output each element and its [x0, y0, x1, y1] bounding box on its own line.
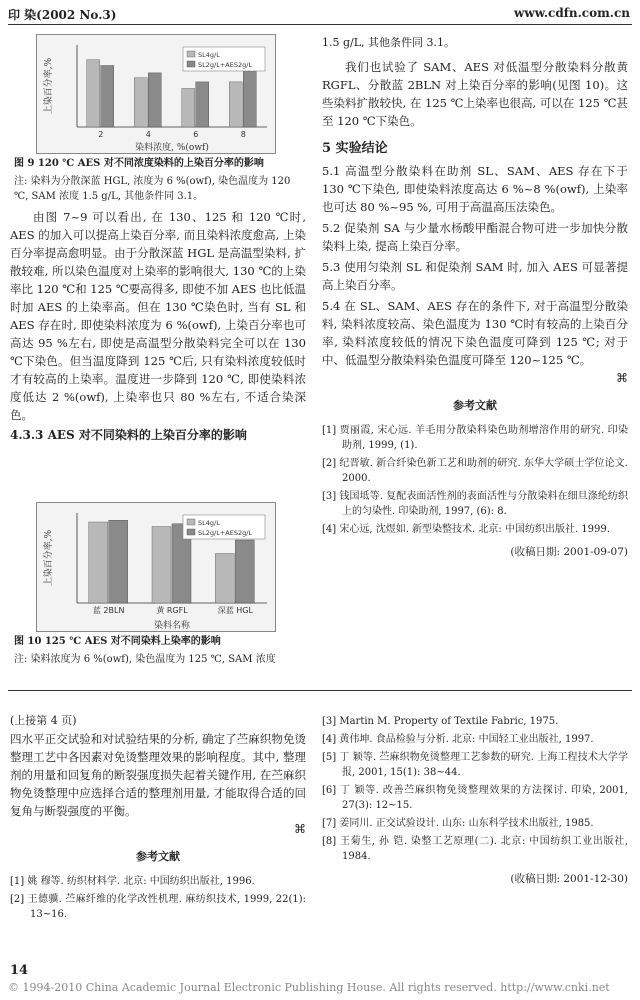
legend-swatch [187, 61, 195, 67]
legend-entry: SL4g/L [198, 519, 220, 527]
bar [235, 540, 254, 603]
continued-text: 1.5 g/L, 其他条件同 3.1。 [322, 36, 456, 49]
figure-9-note: 注: 染料为分散深蓝 HGL, 浓度为 6 %(owf), 染色温度为 120 ℃, SAM 浓度 1.5 g/L, 其他条件同 3.1。 [14, 176, 291, 202]
left-column [10, 208, 306, 444]
conclusion-5-1: 5.1 高温型分散染料在助剂 SL、SAM、AES 存在下于 130 ℃下染色, 即使染料浓度高达 6 %~8 %(owf), 上染率也可达 80 %~95 %, 可用于高温高压法染色。 [322, 164, 628, 214]
reference-item: [4] 宋心远, 沈煜如. 新型染整技术. 北京: 中国纺织出版社. 1999. [322, 524, 610, 535]
figure-10 [36, 502, 276, 632]
bar [101, 66, 114, 128]
received-date: (收稿日期: 2001-09-07) [510, 546, 628, 558]
references-list [322, 714, 628, 864]
bar [87, 60, 100, 127]
reference-item: [8] 王菊生, 孙 铠. 染整工艺原理(二). 北京: 中国纺织工业出版社, 1984. [322, 836, 628, 862]
received-date: (收稿日期: 2001-12-30) [510, 873, 628, 885]
bar [148, 73, 161, 127]
conclusion-5-3: 5.3 使用匀染剂 SL 和促染剂 SAM 时, 加入 AES 可显著提高上染百分率。 [322, 260, 628, 292]
figure-10-caption: 图 10 125 ℃ AES 对不同染料上染率的影响 [14, 636, 221, 647]
reference-item: [5] 丁 颖等. 苎麻织物免烫整理工艺参数的研究. 上海工程技术大学学报, 2001, 15(1): 38~44. [322, 752, 628, 778]
legend-entry: SL2g/L+AES2g/L [198, 61, 253, 69]
bar [215, 554, 234, 604]
references-title: 参考文献 [453, 399, 497, 412]
reference-item: [6] 丁 颖等. 改善苎麻织物免烫整理效果的方法探讨. 印染, 2001, 27(3): 12~15. [322, 785, 628, 811]
conclusion-5-2: 5.2 促染剂 SA 与少量水杨酸甲酯混合物可进一步加快分散染料上染, 提高上染百分率。 [322, 221, 628, 253]
paragraph: 由图 7~9 可以看出, 在 130、125 和 120 ℃时, AES 的加入可以提高上染百分率, 而且染料浓度愈高, 上染百分率提高愈明显。由于分散深蓝 HGL 是高温型染料, 扩散较难, 所以染色温度对上染率的影响很大, 130 ℃的上染率比 120 ℃和 125 ℃要高得多, 即使不加 AES 也比低温时加 AES 的上染率高。但在 130 ℃染色时, 当有 SL 和 AES 存在时, 即使染料浓度为 6 %(owf), 上染百分率也可高达 95 %左右, 即使是高温型分散染料完全可以在 130 ℃下染色。但当温度降到 125 ℃后, 只有染料浓度较低时才有较高的上染率。温度进一步降到 120 ℃, 即使染料浓度低达 2 %(owf), 上染率也只 80 %左右, 不适合染深色。 [10, 210, 306, 422]
right-column [322, 34, 628, 561]
y-axis-label: 上染百分率,% [44, 529, 54, 587]
bar [109, 520, 128, 603]
bar [134, 78, 147, 127]
legend-swatch [187, 51, 195, 57]
bar [152, 527, 171, 604]
x-tick-label: 黄 RGFL [156, 606, 188, 615]
end-mark-icon: ⌘ [294, 822, 306, 836]
reference-item: [2] 王德骥. 苎麻纤维的化学改性机理. 麻纺织技术, 1999, 22(1): 13~16. [10, 894, 306, 920]
reference-item: [1] 姚 穆等. 纺织材料学. 北京: 中国纺织出版社, 1996. [10, 876, 255, 887]
figure-9 [36, 34, 276, 154]
figure-9-chart [37, 35, 275, 153]
figure-9-caption: 图 9 120 ℃ AES 对不同浓度染料的上染百分率的影响 [14, 158, 264, 169]
conclusion-5-4: 5.4 在 SL、SAM、AES 存在的条件下, 对于高温型分散染料, 染料浓度较高、染色温度为 130 ℃时有较高的上染百分率, 染料浓度较低的情况下染色温度可降到 125 ℃; 对于中、低温型分散染料染色温度可降至 120~125 ℃。 [322, 299, 628, 367]
reference-item: [2] 纪晋敏. 新合纤染色新工艺和助剂的研究. 东华大学硕士学位论文. 2000. [322, 458, 628, 484]
header-rule [8, 24, 632, 25]
journal-header: 印 染(2002 No.3) [8, 8, 117, 22]
x-tick-label: 4 [145, 130, 151, 139]
site-url: www.cdfn.com.cn [514, 6, 630, 20]
x-tick-label: 蓝 2BLN [92, 606, 125, 615]
references-title: 参考文献 [136, 850, 180, 863]
copyright-line: © 1994-2010 China Academic Journal Electronic Publishing House. All rights reserved. http://www.cnki.net [8, 981, 610, 994]
x-tick-label: 深蓝 HGL [217, 606, 253, 615]
reference-item: [3] Martin M. Property of Textile Fabric, 1975. [322, 716, 559, 727]
figure-10-chart [37, 503, 275, 631]
section-5-heading: 5 实验结论 [322, 141, 388, 156]
bar [229, 82, 242, 127]
legend-entry: SL2g/L+AES2g/L [198, 529, 253, 537]
references-list [322, 423, 628, 537]
y-axis-label: 上染百分率,% [44, 57, 54, 115]
bar [243, 71, 256, 127]
end-mark-icon: ⌘ [616, 371, 628, 385]
reference-item: [7] 姜同川. 正交试验设计. 山东: 山东科学技术出版社, 1985. [322, 818, 594, 829]
reference-item: [4] 黄伟坤. 食品检验与分析. 北京: 中国轻工业出版社, 1997. [322, 734, 594, 745]
reference-item: [3] 钱国坻等. 复配表面活性剂的表面活性与分散染料在细旦涤纶纺织上的匀染性. 印染助剂, 1997, (6): 8. [322, 491, 628, 517]
legend-entry: SL4g/L [198, 51, 220, 59]
x-tick-label: 2 [98, 130, 104, 139]
x-axis-label: 染料浓度, %(owf) [135, 143, 209, 153]
section-divider [8, 690, 632, 691]
continued-from-label: (上接第 4 页) [10, 714, 77, 727]
x-tick-label: 6 [193, 130, 199, 139]
figure-10-note: 注: 染料浓度为 6 %(owf), 染色温度为 125 ℃, SAM 浓度 [14, 654, 276, 665]
bottom-right-column [322, 714, 628, 888]
references-list [10, 874, 306, 922]
paragraph: 我们也试验了 SAM、AES 对低温型分散染料分散黄 RGFL、分散蓝 2BLN 对上染百分率的影响(见图 10)。这些染料扩散较快, 在 125 ℃上染率也很高, 可以在 125 ℃甚至 120 ℃下染色。 [322, 60, 628, 128]
paragraph: 四水平正交试验和对试验结果的分析, 确定了苎麻织物免烫整理工艺中各因素对免烫整理效果的影响程度。其中, 整理剂的用量和回复角的断裂强度损失起着关键作用, 在苎麻织物免烫整理中应选择合适的整理剂用量, 才能取得合适的回复角与断裂强度的平衡。 [10, 732, 306, 818]
bar [89, 522, 108, 603]
bar [196, 82, 209, 127]
x-tick-label: 8 [240, 130, 246, 139]
x-axis-label: 染料名称 [153, 621, 191, 631]
section-4-3-3-heading: 4.3.3 AES 对不同染料的上染百分率的影响 [10, 428, 247, 442]
legend-swatch [187, 529, 195, 535]
page-number: 14 [10, 963, 29, 978]
legend-swatch [187, 519, 195, 525]
bar [182, 88, 195, 127]
bottom-left-column [10, 712, 306, 925]
reference-item: [1] 贾丽霞, 宋心远. 羊毛用分散染料染色助剂增溶作用的研究. 印染助剂, 1999, (1). [322, 425, 628, 451]
